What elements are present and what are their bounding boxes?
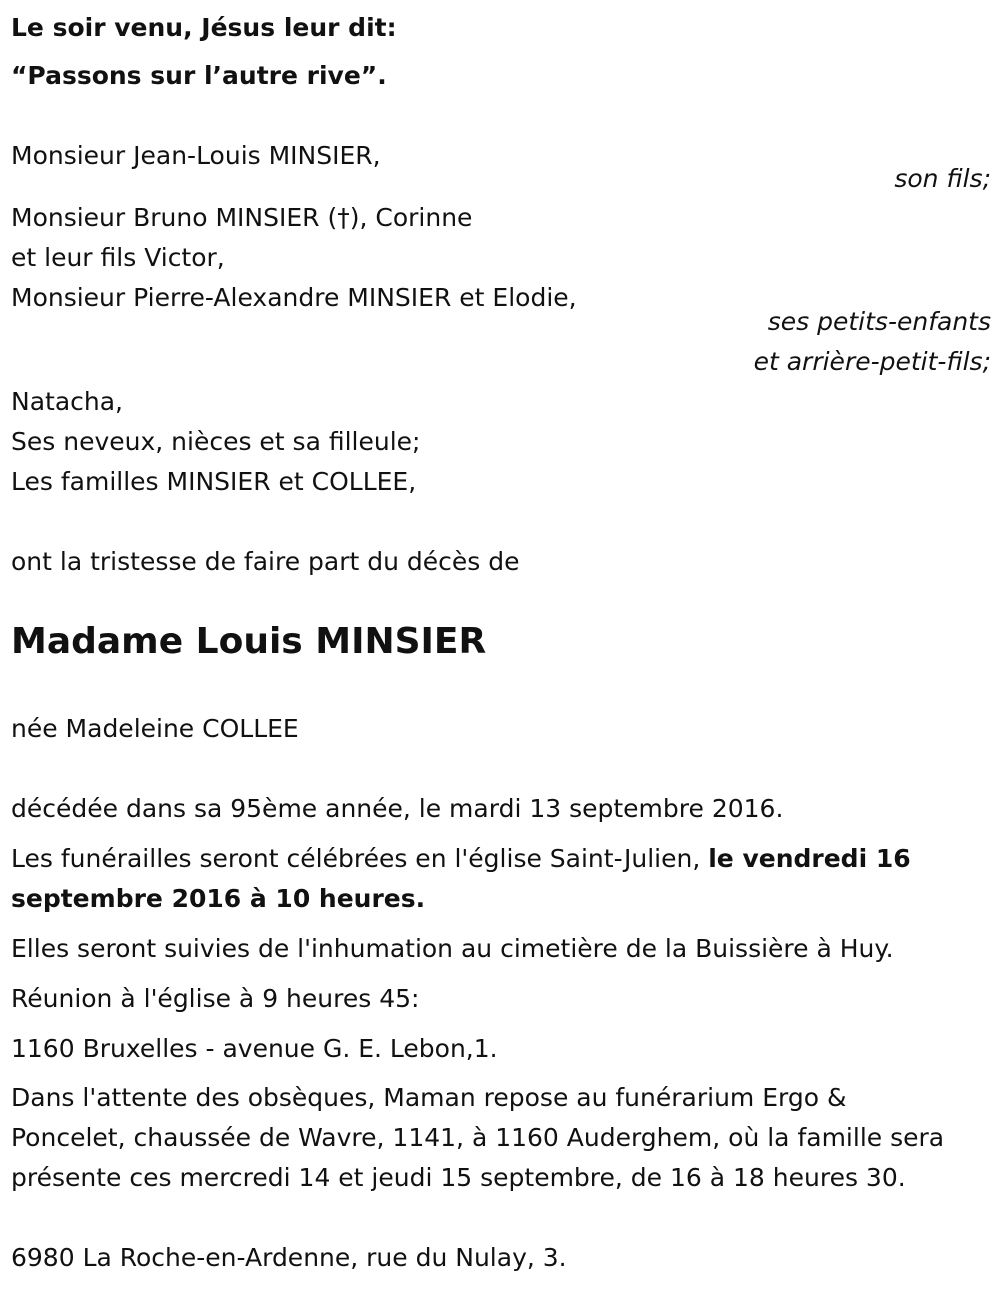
family-grandchild-2: Monsieur Pierre-Alexandre MINSIER et Elodie, (11, 283, 577, 312)
funeral-date-bold: le vendredi 16 (708, 844, 911, 873)
family-grandchildren-role-line-2: et arrière-petit-fils; (753, 347, 991, 376)
announcement: ont la tristesse de faire part du décès de (11, 547, 520, 576)
funeral-line-2: septembre 2016 à 10 heures. (11, 884, 426, 913)
verse-line-2: “Passons sur l’autre rive”. (11, 61, 387, 90)
family-other-2: Ses neveux, nièces et sa filleule; (11, 427, 421, 456)
family-other-1: Natacha, (11, 387, 123, 416)
family-grandchildren-role-line-1: ses petits-enfants (767, 307, 991, 336)
family-son: Monsieur Jean-Louis MINSIER, (11, 141, 381, 170)
deceased-name: Madame Louis MINSIER (11, 621, 487, 662)
family-son-role: son fils; (894, 164, 991, 193)
family-grandchild-1-line-2: et leur fils Victor, (11, 243, 225, 272)
family-other-3: Les familles MINSIER et COLLEE, (11, 467, 417, 496)
family-grandchild-1-line-1: Monsieur Bruno MINSIER (†), Corinne (11, 203, 473, 232)
verse-line-1: Le soir venu, Jésus leur dit: (11, 13, 397, 42)
visitation-line-3: présente ces mercredi 14 et jeudi 15 septembre, de 16 à 18 heures 30. (11, 1163, 906, 1192)
address-la-roche: 6980 La Roche-en-Ardenne, rue du Nulay, 3. (11, 1243, 567, 1272)
meeting: Réunion à l'église à 9 heures 45: (11, 984, 420, 1013)
visitation-line-2: Poncelet, chaussée de Wavre, 1141, à 1160 Auderghem, où la famille sera (11, 1123, 945, 1152)
visitation-line-1: Dans l'attente des obsèques, Maman repose au funérarium Ergo & (11, 1083, 847, 1112)
funeral-prefix: Les funérailles seront célébrées en l'église Saint-Julien, (11, 844, 709, 873)
address-brussels: 1160 Bruxelles - avenue G. E. Lebon,1. (11, 1034, 498, 1063)
deceased-birth-name: née Madeleine COLLEE (11, 714, 299, 743)
burial: Elles seront suivies de l'inhumation au cimetière de la Buissière à Huy. (11, 934, 894, 963)
death-date: décédée dans sa 95ème année, le mardi 13 septembre 2016. (11, 794, 784, 823)
funeral-line-1 (11, 846, 911, 871)
